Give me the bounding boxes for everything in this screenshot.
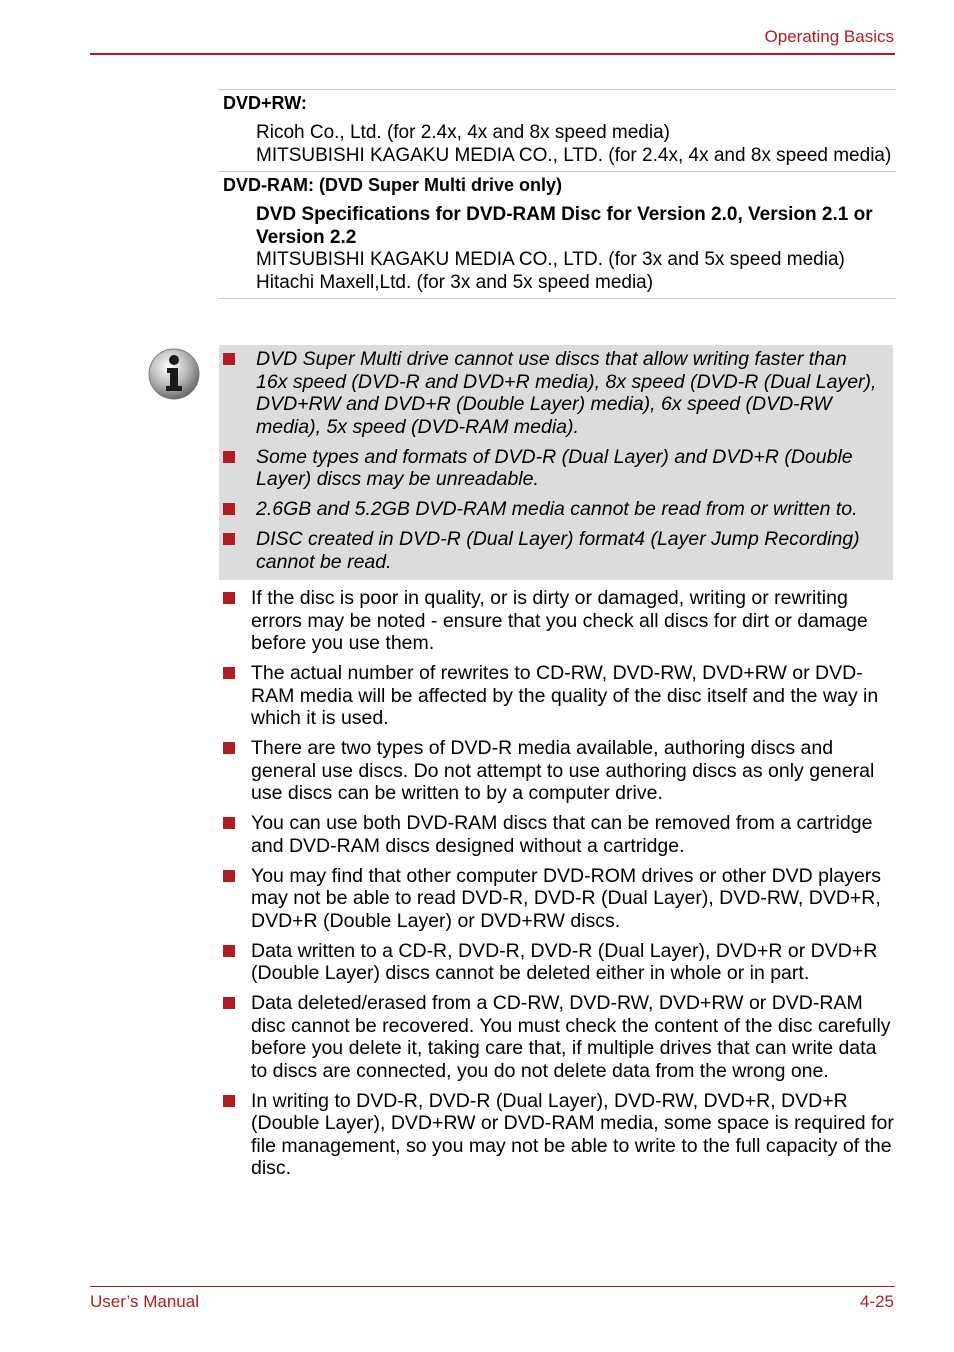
note-item: 2.6GB and 5.2GB DVD-RAM media cannot be read from or written to. xyxy=(219,498,883,521)
table-row-dvdrw xyxy=(219,89,896,171)
row-content xyxy=(219,196,896,298)
bullet-square-icon xyxy=(223,945,235,957)
list-item: You can use both DVD-RAM discs that can be removed from a cartridge and DVD-RAM discs designed without a cartridge. xyxy=(219,812,895,857)
spec-line: DVD Specifications for DVD-RAM Disc for Version 2.0, Version 2.1 or Version 2.2 xyxy=(256,204,873,248)
bullet-square-icon xyxy=(223,997,235,1009)
list-item: There are two types of DVD-R media available, authoring discs and general use discs. Do not attempt to use authoring discs as only general use discs can be written to by a computer drive. xyxy=(219,737,895,805)
header-rule xyxy=(90,53,895,55)
manufacturer-line: MITSUBISHI KAGAKU MEDIA CO., LTD. (for 3x and 5x speed media) xyxy=(256,249,845,270)
row-heading: DVD+RW: xyxy=(223,93,307,113)
bullet-square-icon xyxy=(223,1095,235,1107)
manufacturer-line: MITSUBISHI KAGAKU MEDIA CO., LTD. (for 2.4x, 4x and 8x speed media) xyxy=(256,144,892,166)
list-item: Data written to a CD-R, DVD-R, DVD-R (Dual Layer), DVD+R or DVD+R (Double Layer) discs cannot be deleted either in whole or in part. xyxy=(219,940,895,985)
manufacturer-line: Ricoh Co., Ltd. (for 2.4x, 4x and 8x speed media) xyxy=(256,122,670,143)
bullet-square-icon xyxy=(223,451,235,463)
bullet-square-icon xyxy=(223,870,235,882)
row-heading: DVD-RAM: (DVD Super Multi drive only) xyxy=(223,175,563,195)
note-box xyxy=(219,345,893,580)
list-item: The actual number of rewrites to CD-RW, DVD-RW, DVD+RW or DVD-RAM media will be affected by the quality of the disc itself and the way in which it is used. xyxy=(219,662,895,730)
bullet-square-icon xyxy=(223,817,235,829)
bullet-square-icon xyxy=(223,533,235,545)
bullet-square-icon xyxy=(223,353,235,365)
bullet-square-icon xyxy=(223,667,235,679)
manufacturer-line: Hitachi Maxell,Ltd. (for 3x and 5x speed media) xyxy=(256,271,654,293)
section-title: Operating Basics xyxy=(764,27,894,46)
note-item: DISC created in DVD-R (Dual Layer) format4 (Layer Jump Recording) cannot be read. xyxy=(219,528,883,573)
list-item: Data deleted/erased from a CD-RW, DVD-RW, DVD+RW or DVD-RAM disc cannot be recovered. You must check the content of the disc carefully before you delete it, taking care that, if multiple drives that can write data to discs are connected, you do not delete data from the wrong one. xyxy=(219,992,895,1082)
bullet-square-icon xyxy=(223,742,235,754)
list-item: You may find that other computer DVD-ROM drives or other DVD players may not be able to read DVD-R, DVD-R (Dual Layer), DVD-RW, DVD+R, DVD+R (Double Layer) or DVD+RW discs. xyxy=(219,865,895,933)
row-content xyxy=(219,114,896,171)
media-table xyxy=(219,89,896,299)
footer-rule xyxy=(90,1286,895,1287)
bullet-square-icon xyxy=(223,592,235,604)
list-item: In writing to DVD-R, DVD-R (Dual Layer), DVD-RW, DVD+R, DVD+R (Double Layer), DVD+RW or DVD-RAM media, some space is required for file management, so you may not be able to write to the full capacity of the disc. xyxy=(219,1090,895,1180)
bullet-list xyxy=(219,587,895,1187)
note-item: DVD Super Multi drive cannot use discs that allow writing faster than 16x speed (DVD-R and DVD+R media), 8x speed (DVD-R (Dual Layer), DVD+RW and DVD+R (Double Layer) media), 6x speed (DVD-RW media), 5x speed (DVD-RAM media). xyxy=(219,348,883,438)
note-item: Some types and formats of DVD-R (Dual Layer) and DVD+R (Double Layer) discs may be unreadable. xyxy=(219,446,883,491)
bullet-square-icon xyxy=(223,503,235,515)
info-icon xyxy=(147,347,201,401)
table-row-dvdram xyxy=(219,171,896,299)
page-number: 4-25 xyxy=(859,1292,894,1311)
list-item: If the disc is poor in quality, or is dirty or damaged, writing or rewriting errors may be noted - ensure that you check all discs for dirt or damage before you use them. xyxy=(219,587,895,655)
manual-title: User’s Manual xyxy=(90,1292,199,1311)
